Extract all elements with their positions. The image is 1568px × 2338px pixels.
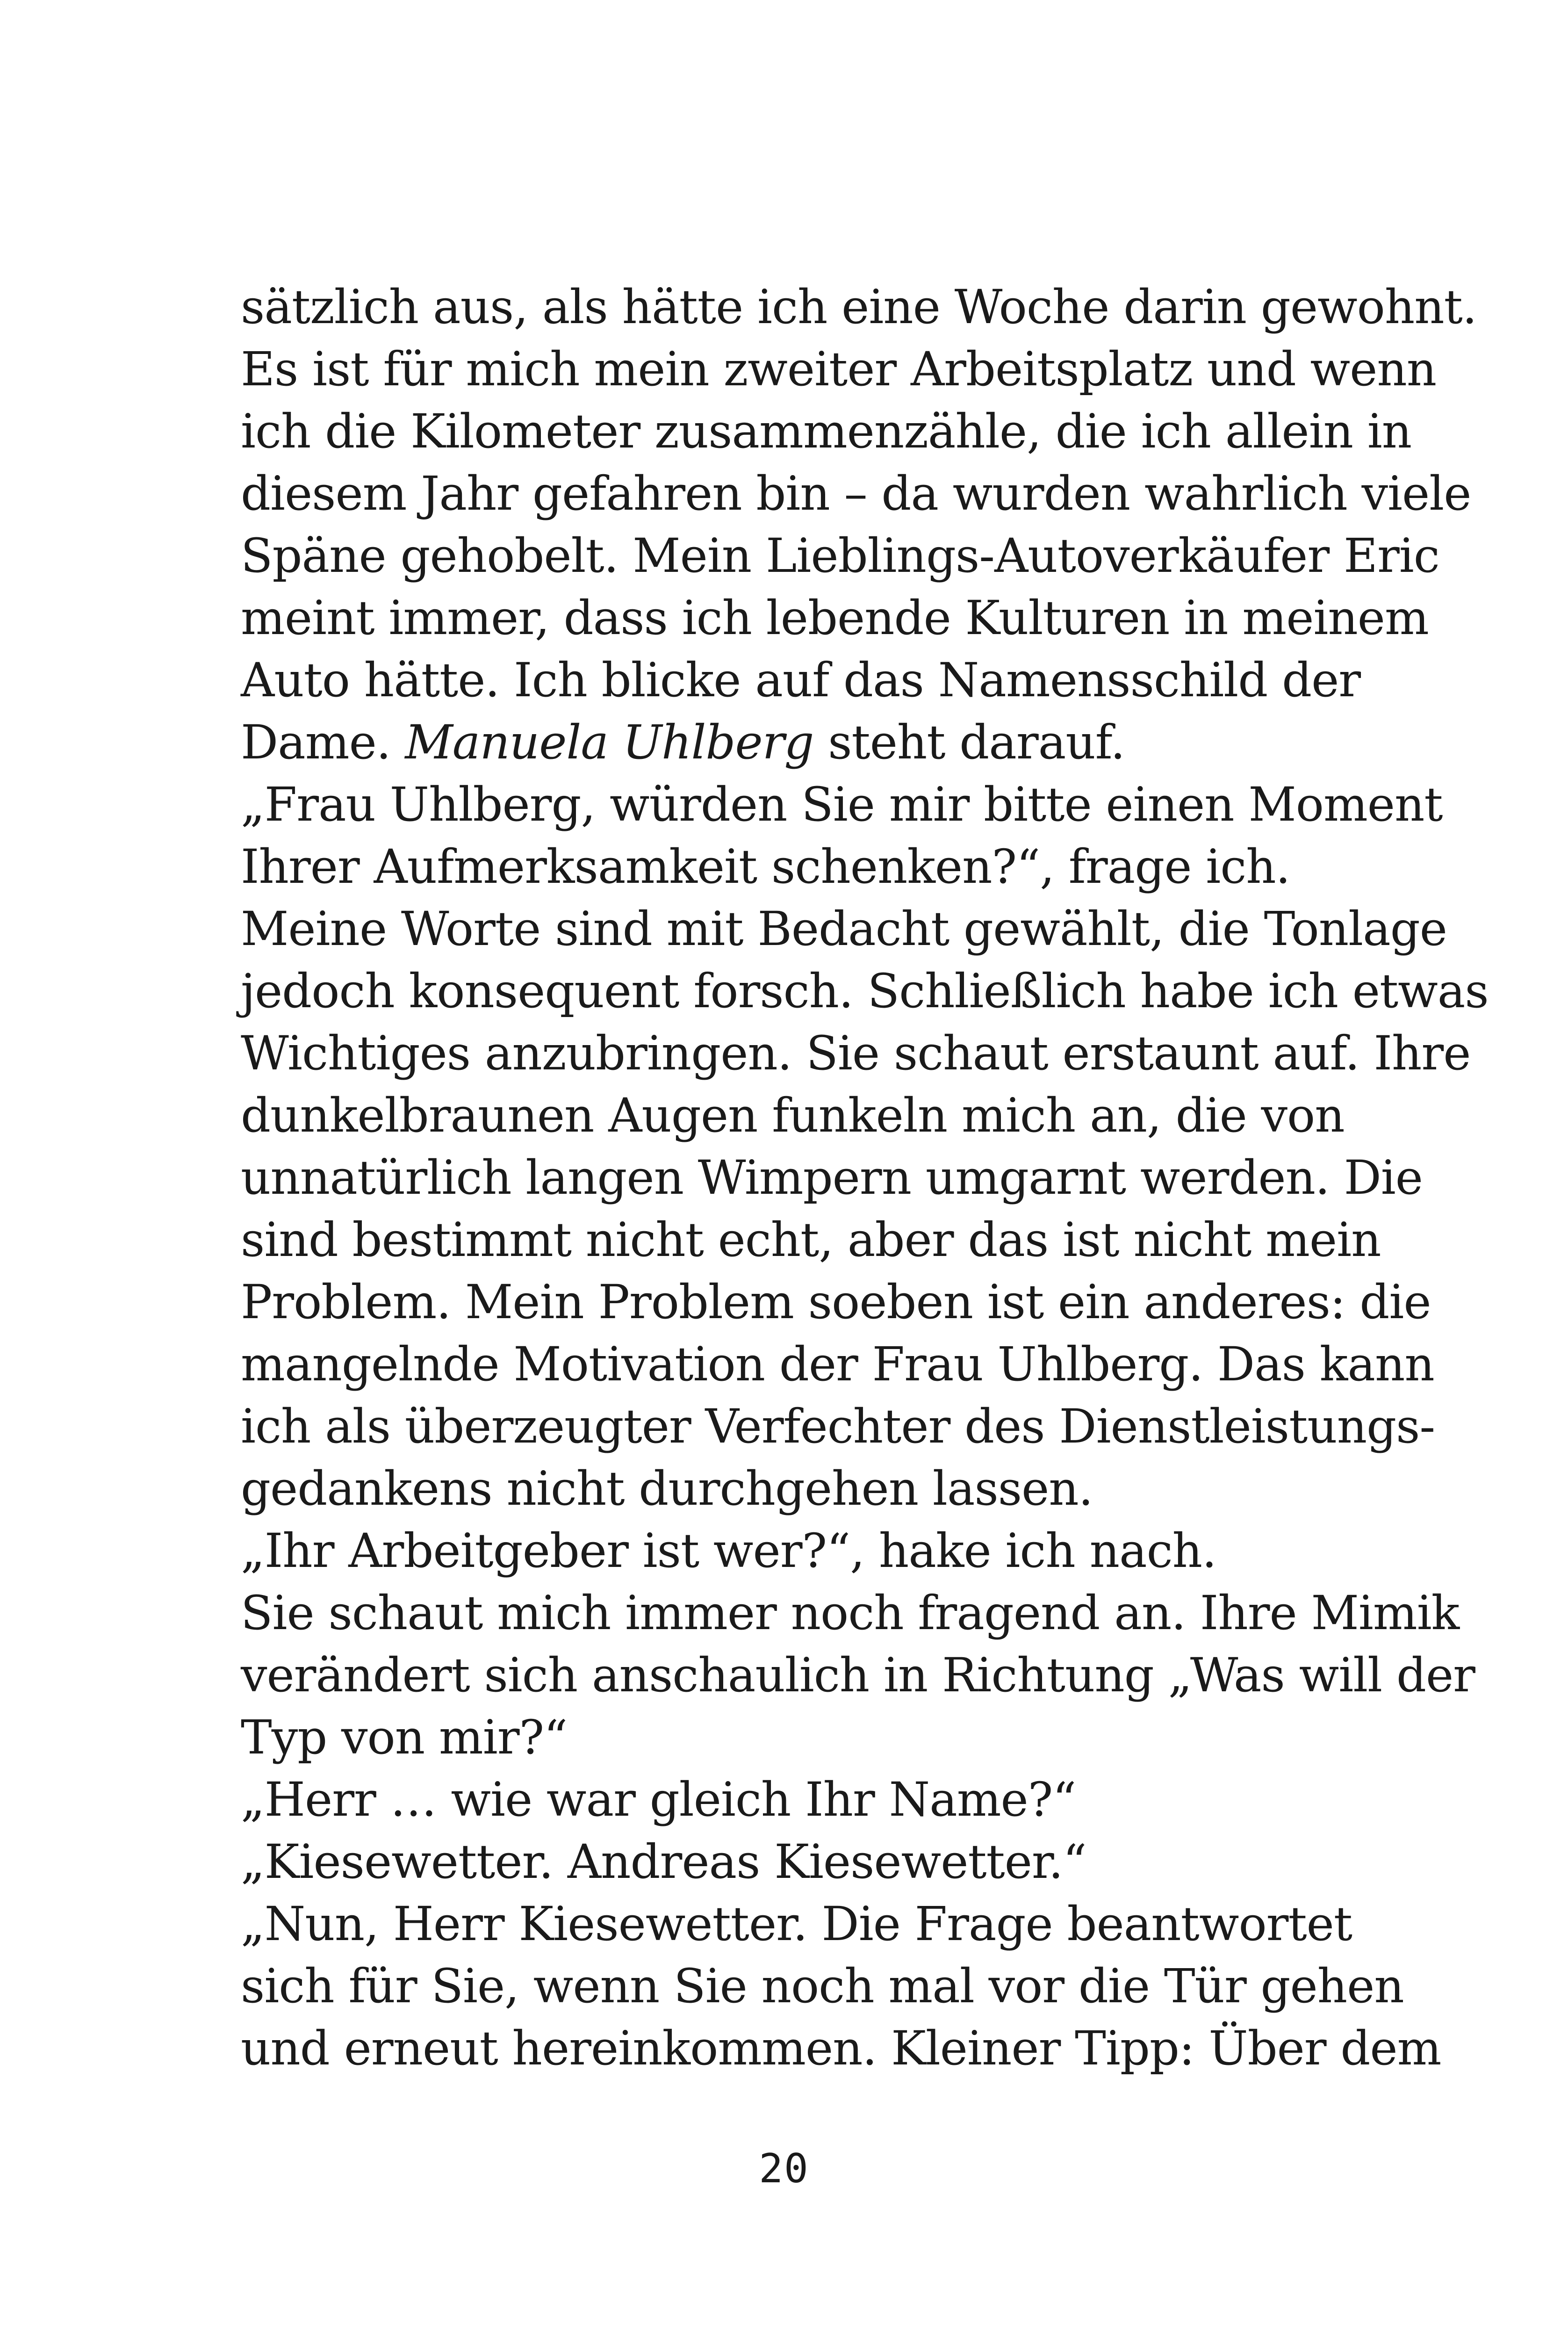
- text-line: „Herr … wie war gleich Ihr Name?“: [241, 1772, 1076, 1827]
- text-line: ich als überzeugter Verfechter des Dienstleistungs-: [241, 1399, 1435, 1454]
- text-line: „Frau Uhlberg, würden Sie mir bitte einen Moment: [241, 777, 1443, 832]
- text-line: meint immer, dass ich lebende Kulturen in meinem: [241, 591, 1429, 645]
- text-line: [241, 711, 1316, 773]
- text-line: Späne gehobelt. Mein Lieblings-Autoverkäufer Eric: [241, 528, 1439, 583]
- text-line: Wichtiges anzubringen. Sie schaut erstaunt auf. Ihre: [241, 1026, 1471, 1081]
- text-line: „Ihr Arbeitgeber ist wer?“, hake ich nach.: [241, 1523, 1216, 1578]
- text-line: verändert sich anschaulich in Richtung „Was will der: [241, 1648, 1475, 1703]
- text-line: Es ist für mich mein zweiter Arbeitsplatz und wenn: [241, 342, 1437, 397]
- text-line: Problem. Mein Problem soeben ist ein anderes: die: [241, 1275, 1431, 1329]
- text-line: sich für Sie, wenn Sie noch mal vor die Tür gehen: [241, 1959, 1404, 2013]
- text-line: jedoch konsequent forsch. Schließlich habe ich etwas: [241, 964, 1489, 1018]
- body-text: [241, 276, 1489, 2079]
- text-line: mangelnde Motivation der Frau Uhlberg. Das kann: [241, 1337, 1434, 1392]
- italic-name: Manuela Uhlberg: [405, 715, 814, 770]
- text-segment: steht darauf.: [813, 715, 1125, 770]
- text-line: unnatürlich langen Wimpern umgarnt werden. Die: [241, 1150, 1423, 1205]
- text-line: und erneut hereinkommen. Kleiner Tipp: Über dem: [241, 2021, 1441, 2076]
- text-line: Meine Worte sind mit Bedacht gewählt, die Tonlage: [241, 902, 1447, 956]
- text-line: ich die Kilometer zusammenzähle, die ich allein in: [241, 404, 1412, 459]
- text-line: diesem Jahr gefahren bin – da wurden wahrlich viele: [241, 466, 1471, 521]
- text-line: sind bestimmt nicht echt, aber das ist nicht mein: [241, 1212, 1381, 1267]
- text-line: sätzlich aus, als hätte ich eine Woche darin gewohnt.: [241, 280, 1477, 334]
- text-line: Auto hätte. Ich blicke auf das Namensschild der: [241, 653, 1361, 707]
- text-line: „Nun, Herr Kiesewetter. Die Frage beantwortet: [241, 1897, 1352, 1951]
- text-line: dunkelbraunen Augen funkeln mich an, die von: [241, 1088, 1345, 1143]
- text-line: Typ von mir?“: [241, 1710, 568, 1765]
- text-line: gedankens nicht durchgehen lassen.: [241, 1461, 1093, 1516]
- page-number: 20: [759, 2145, 809, 2192]
- text-segment: Dame.: [241, 715, 405, 770]
- text-line: Ihrer Aufmerksamkeit schenken?“, frage ich.: [241, 839, 1290, 894]
- text-line: Sie schaut mich immer noch fragend an. Ihre Mimik: [241, 1586, 1460, 1640]
- text-line: „Kiesewetter. Andreas Kiesewetter.“: [241, 1834, 1086, 1889]
